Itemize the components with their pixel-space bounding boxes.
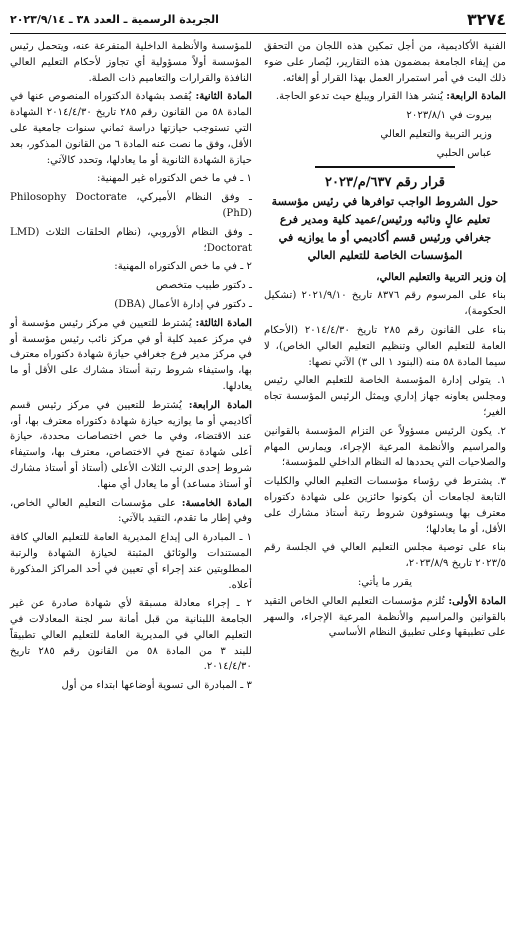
article-4-label: المادة الرابعة: <box>446 90 506 103</box>
decision-subject: حول الشروط الواجب توافرها في رئيس مؤسسة تعليم عالٍ ونائبه ورئيس/عميد كلية ومدير فرع جغرافي ورئيس قسم أكاديمي أو ما يوازيه في المؤسسات الخاصة للتعليم العالي <box>271 193 499 262</box>
article-1-label: المادة الأولى: <box>448 594 506 607</box>
list-item-2a: ـ دكتور طبيب متخصص <box>155 280 252 292</box>
list-item-1a-english: Philosophy Doctorate (PhD) <box>10 192 252 219</box>
list-item-1a-prefix: ـ وفق النظام الأميركي، <box>136 192 252 204</box>
article-5-item-1: ١ ـ المبادرة الى إيداع المديرية العامة للتعليم العالي كافة المستندات والوثائق المثبتة لحيازة الشهادة والرتبة المطلوبتين عند إجراء أي تعيين في أحد المراكز المذكورة أعلاه. <box>10 532 252 591</box>
section-divider <box>315 166 455 168</box>
page-number: ٣٢٧٤ <box>466 9 506 29</box>
article-5-item-2: ٢ ـ إجراء معادلة مسبقة لأي شهادة صادرة عن غير الجامعة اللبنانية من قبل أمانة سر لجنة المعادلات في التعليم العالي في المديرية العامة للتعليم العالي تطبيقاً للبند ٣ من المادة ٥٨ من القانون رقم ٢٨٥ تاريخ ٢٠١٤/٤/٣٠. <box>10 598 252 673</box>
minister-name: عباس الحلبي <box>436 147 492 159</box>
right-column <box>264 39 506 697</box>
preamble-3: بناء على توصية مجلس التعليم العالي في الجلسة رقم ٢٠٢٣/٥ تاريخ ٢٠٢٣/٨/٩، <box>264 542 506 570</box>
clause-1: ١. يتولى إدارة المؤسسة الخاصة للتعليم العالي رئيس ومجلس يعاونه جهاز إداري ويمثل الرئيس المؤسسة تجاه الغير؛ <box>264 375 506 418</box>
clause-2: ٢. يكون الرئيس مسؤولاً عن التزام المؤسسة بالقوانين والمراسيم والأنظمة المرعية الإجراء، ويمارس المهام والصلاحيات التي يحددها له النظام الداخلي للمؤسسة؛ <box>264 425 506 469</box>
article-5-text: على مؤسسات التعليم العالي الخاص، وفي إطار ما تقدم، التقيد بالآتي: <box>10 497 252 525</box>
article-4b-paragraph <box>10 398 252 493</box>
article-4-text: يُنشر هذا القرار ويبلغ حيث تدعو الحاجة. <box>275 91 444 103</box>
clause-3: ٣. يشترط في رؤساء مؤسسات التعليم العالي والكليات التابعة لجامعات أن يكونوا حائزين على شهادة دكتوراه معترف بها ويستوفون شروط رتبة أستاذ مشارك على الأقل، أو ما يعادلها؛ <box>264 476 506 535</box>
article-3-label: المادة الثالثة: <box>195 316 252 329</box>
list-item-2: ٢ ـ في ما خص الدكتوراه المهنية: <box>114 261 252 273</box>
two-column-body <box>10 39 506 697</box>
running-title: الجريدة الرسمية ـ العدد ٣٨ ـ ٢٠٢٣/٩/١٤ <box>10 12 219 26</box>
preamble-1: بناء على المرسوم رقم ٨٣٧٦ تاريخ ٢٠٢١/٩/١٠ (تشكيل الحكومة)، <box>264 290 507 318</box>
list-item-2b: ـ دكتور في إدارة الأعمال (DBA) <box>114 298 252 310</box>
article-3-paragraph <box>10 316 252 395</box>
list-item-1b-prefix: ـ وفق النظام الأوروبي، (نظام الحلقات الثلاث <box>45 226 252 238</box>
list-item-1b-english: LMD) Doctorat <box>10 226 252 254</box>
place-date: بيروت في ٢٠٢٣/٨/١ <box>406 110 492 122</box>
article-1-text: تُلزم مؤسسات التعليم العالي الخاص التقيد بالقوانين والمراسيم والأنظمة المرعية الإجراء، والسهر على تطبيقها وعلى تطبيق النظام الأساسي <box>264 595 506 639</box>
article-2-paragraph <box>10 89 252 168</box>
list-item-1b <box>10 225 252 257</box>
article-5-paragraph <box>10 496 252 528</box>
intro-paragraph: الفنية الأكاديمية، من أجل تمكين هذه اللجان من التحقق من إيفاء الجامعة بمضمون هذه التقارير، ليُصار على ضوء ذلك البت في أمر استمرار العمل بهذا القرار أو إلغائه. <box>264 41 506 84</box>
continuation-paragraph: للمؤسسة والأنظمة الداخلية المتفرعة عنه، ويتحمل رئيس المؤسسة أولاً مسؤولية أي تجاوز لأحكام التعليم العالي النافذة والقرارات والتعاميم ذات الصلة. <box>10 41 252 84</box>
page-header <box>10 8 506 34</box>
decision-title: قرار رقم ٦٣٧/م/٢٠٢٣ <box>325 174 445 190</box>
article-2-label: المادة الثانية: <box>195 90 252 103</box>
list-item-1b-end: ؛ <box>203 242 207 254</box>
left-column <box>10 39 252 697</box>
article-3-text: يُشترط للتعيين في مركز رئيس مؤسسة أو في مركز عميد كلية أو في مركز نائب رئيس مؤسسة أو في مركز مدير فرع جغرافي حيازة شهادة دكتوراه معترف بها، واستيفاء شروط رتبة أستاذ مشارك على الأقل أو ما يعادلها. <box>10 317 252 392</box>
article-4b-label: المادة الرابعة: <box>188 398 252 411</box>
issuer-line: إن وزير التربية والتعليم العالي، <box>376 270 506 283</box>
preamble-2: بناء على القانون رقم ٢٨٥ تاريخ ٢٠١٤/٤/٣٠ (الأحكام العامة للتعليم العالي وتنظيم التعليم العالي الخاص)، لا سيما المادة ٥٨ منه (البنود ١ الى ٣) الآتي نصها: <box>264 324 506 368</box>
article-4-paragraph <box>264 89 506 105</box>
list-item-1: ١ ـ في ما خص الدكتوراه غير المهنية: <box>97 173 252 185</box>
decision-heading <box>264 174 506 264</box>
minister-title: وزير التربية والتعليم العالي <box>380 128 492 140</box>
article-2-text: يُقصد بشهادة الدكتوراه المنصوص عنها في المادة ٥٨ من القانون رقم ٢٨٥ تاريخ ٢٠١٤/٤/٣٠ الشهادة التي تستوجب حيازتها دراسة ثماني سنوات جامعية على الأقل، وفق ما نصت عنه المادة ٦ من القانون المذكور، بعد حيازة الشهادة الثانوية أو ما يعادلها، وتحدد كالآتي: <box>10 91 253 166</box>
article-1-paragraph <box>264 594 506 641</box>
article-5-label: المادة الخامسة: <box>181 496 252 509</box>
decides-line: يقرر ما يأتي: <box>357 576 413 588</box>
list-item-1a <box>10 190 252 222</box>
article-5-item-3: ٣ ـ المبادرة الى تسوية أوضاعها ابتداء من أول <box>61 680 252 692</box>
article-4b-text: يُشترط للتعيين في مركز رئيس قسم أكاديمي أو ما يوازيه حيازة شهادة دكتوراه معترف بها، أو، عند الاقتضاء، وفي ما خص اختصاصات محددة، حيازة أعلى شهادة تمنح في الاختصاص، معترف بها، واستيفاء شروط إحدى الرتب الثلاث الأعلى (أستاذ أو أستاذ مشارك أو أستاذ مساعد) أو ما يعادل أي منها. <box>10 399 252 490</box>
